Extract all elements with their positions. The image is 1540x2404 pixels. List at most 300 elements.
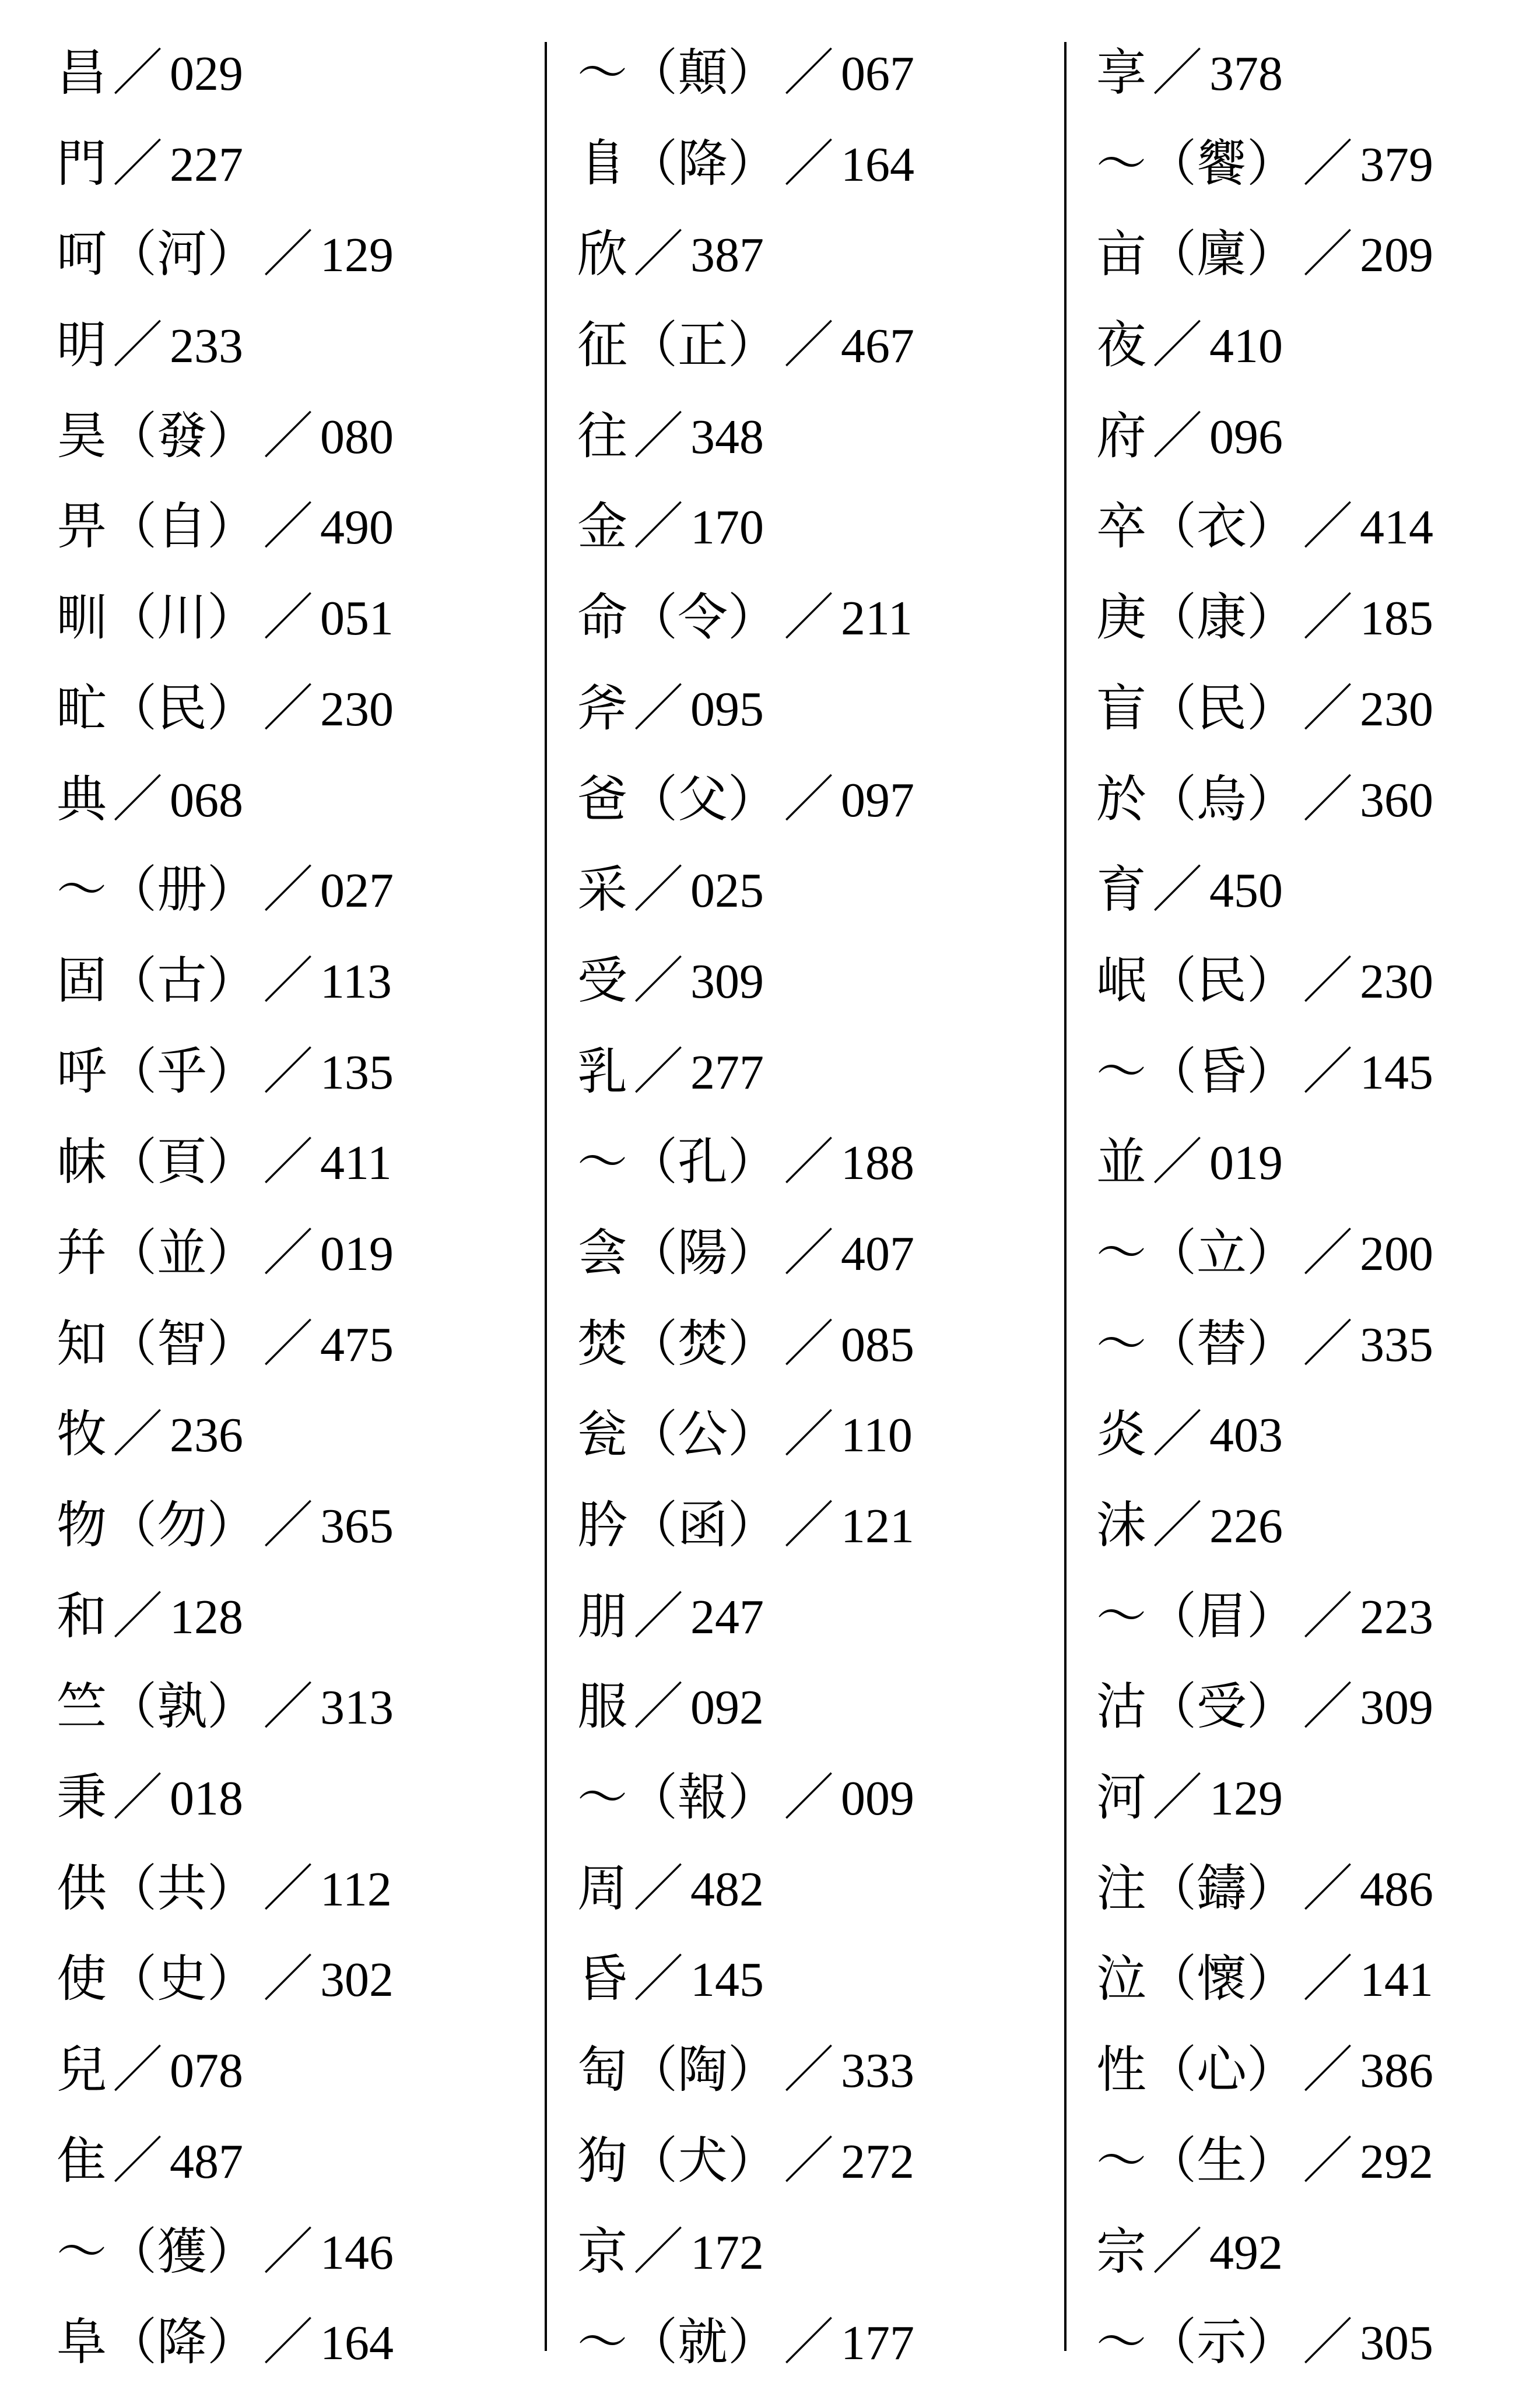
entry-page-number: 487 [170,2134,243,2189]
entry-separator: ／ [263,589,313,646]
entry-page-number: 025 [690,864,764,918]
entry-page-number: 387 [690,228,764,283]
index-entry [577,1571,1055,1662]
index-entry [1096,1753,1540,1844]
entry-page-number: 113 [320,954,392,1009]
entry-separator: ／ [263,2314,313,2371]
index-entry [1096,2207,1540,2298]
entry-variant: （陶） [627,2041,778,2100]
index-entry [57,1027,535,1118]
entry-separator: ／ [113,2132,163,2189]
index-entry [577,300,1055,391]
entry-separator: ／ [784,1224,834,1281]
entry-headword: 牧 [57,1405,107,1464]
index-entry [577,28,1055,119]
entry-separator: ／ [1303,1951,1353,2008]
entry-separator: ／ [633,862,683,918]
entry-page-number: 085 [841,1317,914,1372]
index-entry [577,936,1055,1027]
index-entry [1096,28,1540,119]
index-entry [1096,391,1540,482]
entry-page-number: 467 [841,319,914,374]
index-entry [577,1753,1055,1844]
entry-page-number: 019 [320,1226,394,1281]
entry-page-number: 450 [1209,864,1283,918]
entry-headword: 爸 [577,770,627,829]
entry-variant: （父） [627,770,778,829]
entry-variant: （顛） [627,44,778,102]
index-entry [57,1117,535,1208]
index-entry [1096,754,1540,845]
entry-headword: 畀 [57,497,107,556]
entry-variant: （共） [107,1859,257,1918]
entry-separator: ／ [784,1315,834,1372]
entry-separator: ／ [263,1134,313,1191]
entry-headword: 亩 [1096,225,1146,284]
entry-page-number: 129 [320,228,394,283]
entry-variant: （懷） [1146,1950,1297,2009]
entry-variant: （民） [1146,951,1297,1010]
index-entry [1096,1027,1540,1118]
index-entry [577,2116,1055,2207]
entry-variant: （鑄） [1146,1859,1297,1918]
entry-page-number: 490 [320,500,394,555]
entry-separator: ／ [784,1406,834,1463]
entry-separator: ／ [263,1860,313,1917]
index-entry [577,209,1055,300]
entry-headword: 秉 [57,1768,107,1827]
entry-separator: ／ [1303,771,1353,827]
entry-separator: ／ [1152,45,1202,101]
entry-headword: 夜 [1096,316,1146,375]
index-entry [1096,482,1540,573]
index-entry [57,2207,535,2298]
index-entry [57,1934,535,2025]
entry-variant: （獲） [107,2222,257,2281]
index-entry [57,754,535,845]
index-entry [577,1389,1055,1480]
entry-separator: ／ [1303,1860,1353,1917]
entry-page-number: 170 [690,500,764,555]
index-entry [1096,1208,1540,1299]
entry-headword: ～ [1096,1587,1146,1645]
entry-page-number: 333 [841,2044,914,2098]
index-entry [57,119,535,210]
entry-headword: 周 [577,1859,627,1918]
entry-separator: ／ [263,1224,313,1281]
entry-headword: 狗 [577,2131,627,2190]
entry-page-number: 185 [1360,591,1433,646]
entry-page-number: 164 [320,2316,394,2371]
entry-separator: ／ [633,1588,683,1644]
entry-separator: ／ [1152,862,1202,918]
column-divider [545,42,547,2351]
entry-page-number: 128 [170,1589,243,1644]
entry-variant: （史） [107,1950,257,2009]
entry-variant: （正） [627,316,778,375]
entry-variant: （册） [107,861,257,920]
entry-headword: 朋 [577,1587,627,1645]
entry-headword: ～ [577,1133,627,1192]
entry-page-number: 226 [1209,1499,1283,1553]
entry-page-number: 068 [170,773,243,827]
entry-headword: 沬 [1096,1496,1146,1554]
entry-page-number: 365 [320,1499,394,1553]
index-entry [577,1208,1055,1299]
entry-variant: （替） [1146,1314,1297,1373]
entry-separator: ／ [113,771,163,827]
entry-headword: 隹 [57,2131,107,2190]
entry-separator: ／ [263,499,313,555]
entry-separator: ／ [1303,1679,1353,1735]
entry-page-number: 227 [170,137,243,192]
entry-headword: 注 [1096,1859,1146,1918]
entry-separator: ／ [263,226,313,283]
entry-headword: 宗 [1096,2222,1146,2281]
entry-headword: 采 [577,861,627,920]
index-entry [57,2116,535,2207]
index-entry [577,1934,1055,2025]
entry-variant: （公） [627,1405,778,1464]
entry-variant: （頁） [107,1133,257,1192]
entry-page-number: 492 [1209,2225,1283,2280]
index-entry [57,1571,535,1662]
entry-page-number: 145 [1360,1045,1433,1100]
entry-headword: 庚 [1096,588,1146,647]
index-entry [57,2025,535,2116]
entry-headword: ～ [1096,2313,1146,2372]
entry-page-number: 233 [170,319,243,374]
entry-page-number: 096 [1209,409,1283,464]
entry-headword: 斧 [577,679,627,738]
index-entry [1096,1480,1540,1571]
entry-separator: ／ [1303,2132,1353,2189]
entry-variant: （降） [627,134,778,193]
entry-separator: ／ [633,680,683,736]
entry-separator: ／ [784,1770,834,1826]
entry-separator: ／ [263,2223,313,2280]
entry-variant: （廩） [1146,225,1297,284]
index-entry [1096,1389,1540,1480]
index-entry [577,573,1055,664]
index-entry [57,1662,535,1753]
index-entry [57,1844,535,1935]
entry-separator: ／ [113,317,163,374]
entry-variant: （饗） [1146,134,1297,193]
entry-separator: ／ [1152,1406,1202,1463]
entry-page-number: 200 [1360,1226,1433,1281]
entry-separator: ／ [1303,135,1353,192]
entry-page-number: 019 [1209,1136,1283,1191]
entry-page-number: 177 [841,2316,914,2371]
entry-page-number: 309 [690,954,764,1009]
entry-separator: ／ [784,1134,834,1191]
index-entry [577,1844,1055,1935]
entry-separator: ／ [1303,2314,1353,2371]
entry-page-number: 407 [841,1226,914,1281]
entry-headword: 瓮 [577,1405,627,1464]
entry-page-number: 051 [320,591,394,646]
entry-page-number: 211 [841,591,913,646]
entry-page-number: 135 [320,1045,394,1100]
entry-variant: （受） [1146,1677,1297,1736]
entry-headword: ～ [577,44,627,102]
entry-page-number: 348 [690,409,764,464]
entry-variant: （發） [107,406,257,465]
index-entry [1096,2116,1540,2207]
entry-separator: ／ [263,1951,313,2008]
entry-separator: ／ [1303,1315,1353,1372]
entry-page-number: 230 [1360,682,1433,736]
index-column-2 [577,28,1055,2388]
index-entry [57,1480,535,1571]
entry-headword: ～ [57,861,107,920]
entry-variant: （並） [107,1223,257,1282]
index-entry [1096,209,1540,300]
column-divider [1064,42,1067,2351]
entry-page-number: 067 [841,47,914,101]
entry-page-number: 009 [841,1771,914,1826]
entry-separator: ／ [1303,952,1353,1009]
entry-variant: （孰） [107,1677,257,1736]
index-entry [577,2025,1055,2116]
entry-variant: （孔） [627,1133,778,1192]
index-entry [1096,1934,1540,2025]
entry-separator: ／ [633,2223,683,2280]
entry-page-number: 145 [690,1953,764,2008]
entry-page-number: 272 [841,2134,914,2189]
index-entry [57,573,535,664]
entry-variant: （民） [107,679,257,738]
entry-separator: ／ [113,1588,163,1644]
index-entry [57,209,535,300]
index-entry [57,1299,535,1390]
entry-variant: （智） [107,1314,257,1373]
entry-headword: 沽 [1096,1677,1146,1736]
entry-separator: ／ [784,2314,834,2371]
index-entry [1096,2025,1540,2116]
index-entry [57,845,535,936]
entry-headword: ～ [1096,2131,1146,2190]
entry-page-number: 247 [690,1589,764,1644]
entry-separator: ／ [784,2132,834,2189]
entry-variant: （乎） [107,1042,257,1101]
entry-headword: 門 [57,134,107,193]
entry-separator: ／ [1303,589,1353,646]
index-entry [577,1027,1055,1118]
index-entry [57,1208,535,1299]
entry-headword: 育 [1096,861,1146,920]
entry-variant: （陽） [627,1223,778,1282]
index-entry [57,482,535,573]
entry-headword: 明 [57,316,107,375]
entry-variant: （生） [1146,2131,1297,2190]
entry-separator: ／ [633,408,683,464]
entry-headword: 侌 [577,1223,627,1282]
entry-variant: （令） [627,588,778,647]
entry-headword: 阜 [57,2313,107,2372]
entry-variant: （焚） [627,1314,778,1373]
entry-separator: ／ [784,589,834,646]
index-entry [57,1753,535,1844]
entry-page-number: 482 [690,1862,764,1917]
entry-page-number: 112 [320,1862,392,1917]
entry-separator: ／ [263,1315,313,1372]
entry-page-number: 018 [170,1771,243,1826]
entry-separator: ／ [1303,2042,1353,2098]
entry-headword: 竺 [57,1677,107,1736]
entry-headword: 命 [577,588,627,647]
index-entry [577,1662,1055,1753]
index-entry [577,1299,1055,1390]
entry-headword: 昊 [57,406,107,465]
index-entry [577,482,1055,573]
entry-separator: ／ [633,226,683,283]
index-column-1 [57,28,535,2388]
entry-separator: ／ [1303,1588,1353,1644]
index-column-3 [1096,28,1540,2388]
entry-separator: ／ [263,1043,313,1100]
entry-separator: ／ [633,1043,683,1100]
index-entry [577,1117,1055,1208]
index-entry [577,1480,1055,1571]
entry-variant: （河） [107,225,257,284]
entry-page-number: 209 [1360,228,1433,283]
entry-variant: （昏） [1146,1042,1297,1101]
entry-separator: ／ [113,2042,163,2098]
entry-page-number: 110 [841,1408,913,1463]
index-entry [1096,845,1540,936]
entry-separator: ／ [263,408,313,464]
entry-separator: ／ [784,1497,834,1553]
entry-page-number: 141 [1360,1953,1433,2008]
entry-separator: ／ [784,135,834,192]
entry-headword: 昌 [57,44,107,102]
entry-headword: ～ [1096,1223,1146,1282]
entry-headword: 京 [577,2222,627,2281]
index-entry [577,2297,1055,2388]
entry-separator: ／ [1152,1770,1202,1826]
entry-separator: ／ [113,1406,163,1463]
entry-page-number: 486 [1360,1862,1433,1917]
entry-headword: 固 [57,951,107,1010]
index-entry [1096,1571,1540,1662]
entry-separator: ／ [1303,680,1353,736]
entry-page-number: 309 [1360,1680,1433,1735]
entry-variant: （古） [107,951,257,1010]
entry-headword: 呵 [57,225,107,284]
index-entry [57,1389,535,1480]
entry-variant: （衣） [1146,497,1297,556]
entry-headword: ～ [577,1768,627,1827]
entry-page-number: 164 [841,137,914,192]
index-entry [577,2207,1055,2298]
index-entry [1096,2297,1540,2388]
entry-headword: 盲 [1096,679,1146,738]
entry-headword: 供 [57,1859,107,1918]
entry-headword: 肣 [577,1496,627,1554]
index-entry [57,664,535,754]
entry-page-number: 313 [320,1680,394,1735]
index-entry [1096,573,1540,664]
entry-separator: ／ [784,317,834,374]
entry-separator: ／ [1152,317,1202,374]
entry-separator: ／ [633,952,683,1009]
entry-page-number: 097 [841,773,914,827]
entry-separator: ／ [263,1497,313,1553]
entry-separator: ／ [1303,226,1353,283]
index-entry [577,664,1055,754]
entry-page-number: 475 [320,1317,394,1372]
entry-headword: 征 [577,316,627,375]
entry-headword: 乳 [577,1042,627,1101]
entry-variant: （示） [1146,2313,1297,2372]
index-entry [57,300,535,391]
entry-variant: （自） [107,497,257,556]
index-entry [1096,1844,1540,1935]
entry-separator: ／ [1303,499,1353,555]
entry-headword: ～ [1096,134,1146,193]
entry-headword: 幷 [57,1223,107,1282]
entry-headword: 享 [1096,44,1146,102]
index-entry [1096,936,1540,1027]
entry-headword: ～ [57,2222,107,2281]
entry-headword: 欣 [577,225,627,284]
entry-page-number: 078 [170,2044,243,2098]
entry-page-number: 335 [1360,1317,1433,1372]
index-entry [577,754,1055,845]
entry-page-number: 027 [320,864,394,918]
entry-separator: ／ [633,1951,683,2008]
index-entry [577,119,1055,210]
entry-separator: ／ [113,1770,163,1826]
entry-headword: 甿 [57,679,107,738]
index-entry [57,391,535,482]
entry-page-number: 095 [690,682,764,736]
entry-headword: 使 [57,1950,107,2009]
entry-page-number: 292 [1360,2134,1433,2189]
entry-variant: （立） [1146,1223,1297,1282]
entry-headword: 𨸏 [577,134,627,193]
entry-separator: ／ [113,135,163,192]
entry-separator: ／ [633,499,683,555]
entry-page-number: 386 [1360,2044,1433,2098]
entry-variant: （勿） [107,1496,257,1554]
entry-page-number: 403 [1209,1408,1283,1463]
entry-headword: ～ [1096,1314,1146,1373]
entry-headword: 知 [57,1314,107,1373]
entry-headword: 金 [577,497,627,556]
entry-page-number: 379 [1360,137,1433,192]
entry-headword: 典 [57,770,107,829]
entry-separator: ／ [784,2042,834,2098]
entry-page-number: 080 [320,409,394,464]
entry-headword: 受 [577,951,627,1010]
entry-page-number: 230 [1360,954,1433,1009]
index-entry [1096,119,1540,210]
entry-page-number: 305 [1360,2316,1433,2371]
entry-headword: 物 [57,1496,107,1554]
entry-headword: ～ [1096,1042,1146,1101]
entry-variant: （心） [1146,2041,1297,2100]
entry-headword: 昏 [577,1950,627,2009]
entry-variant: （就） [627,2313,778,2372]
entry-headword: 府 [1096,406,1146,465]
entry-headword: 焚 [577,1314,627,1373]
entry-page-number: 414 [1360,500,1433,555]
entry-separator: ／ [263,680,313,736]
entry-headword: 河 [1096,1768,1146,1827]
